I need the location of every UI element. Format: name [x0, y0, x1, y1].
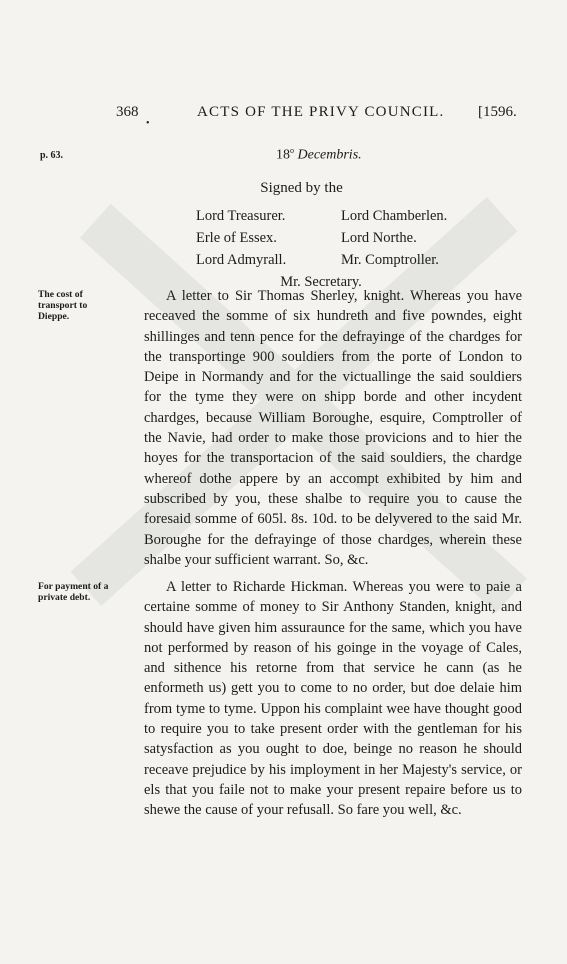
header-year: [1596. [478, 104, 517, 120]
header-dot: • [146, 118, 150, 129]
signer: Mr. Comptroller. [341, 252, 439, 268]
letter-paragraph: A letter to Richarde Hickman. Whereas you were to paie a certaine somme of money to Sir Anthony Standen, knight, and should have given him assuraunce for the same, which you have not performed by reason of his goinge in the voyage of Cales, and sithence his retorne from that service he cann (as he enformeth us) gett you to come to no order, but doe delaie him from tyme to tyme. Uppon his complaint wee have thought good to require you to take present order with the gentleman for his satysfaction as you ought to doe, beinge no reason he should receave prejudice by his imployment in her Majesty's service, or els that you faile not to make your present repaire before us to shewe the cause of your refusall. So fare you well, &c. [144, 579, 522, 819]
signer: Lord Treasurer. [196, 208, 286, 224]
running-header [0, 104, 567, 129]
running-title: ACTS OF THE PRIVY COUNCIL. [197, 104, 445, 120]
folio-reference: p. 63. [40, 150, 64, 161]
margin-note: The cost of transport to Dieppe. [38, 289, 88, 322]
signed-by-label: Signed by the [260, 180, 343, 196]
date-day: 18 [276, 147, 290, 163]
margin-note: For payment of a private debt. [38, 581, 109, 603]
signers-list [196, 207, 486, 291]
signer: Erle of Essex. [196, 230, 277, 246]
signer: Mr. Secretary. [280, 274, 362, 290]
page-number: 368 [116, 104, 139, 120]
signer: Lord Chamberlen. [341, 208, 448, 224]
signer: Lord Admyrall. [196, 252, 287, 268]
entry-date: 18$^o$ Decembris. [276, 146, 362, 163]
signer: Lord Northe. [341, 230, 417, 246]
letter-paragraph: A letter to Sir Thomas Sherley, knight. Whereas you have receaved the somme of six hundreth and five powndes, eight shillinges and tenn pence for the defrayinge of the chardges for the transportinge 900 souldiers from the porte of London to Deipe in Normandy and for the victuallinge the said souldiers for the tyme they were on shipp borde and other incydent chardges, because William Boroughe, esquire, Comptroller of the Navie, had order to make those provicions and to hier the hoyes for the transportacion of the said souldiers, the chardge whereof dothe appere by an accompt exhibited by him and subscribed by you, these shalbe to require you to cause the foresaid somme of 605l. 8s. 10d. to be delyvered to the said Mr. Boroughe for the defrayinge of those chardges, wherein these shalbe your sufficient warrant. So, &c. [144, 288, 522, 568]
date-month: Decembris. [297, 147, 362, 163]
